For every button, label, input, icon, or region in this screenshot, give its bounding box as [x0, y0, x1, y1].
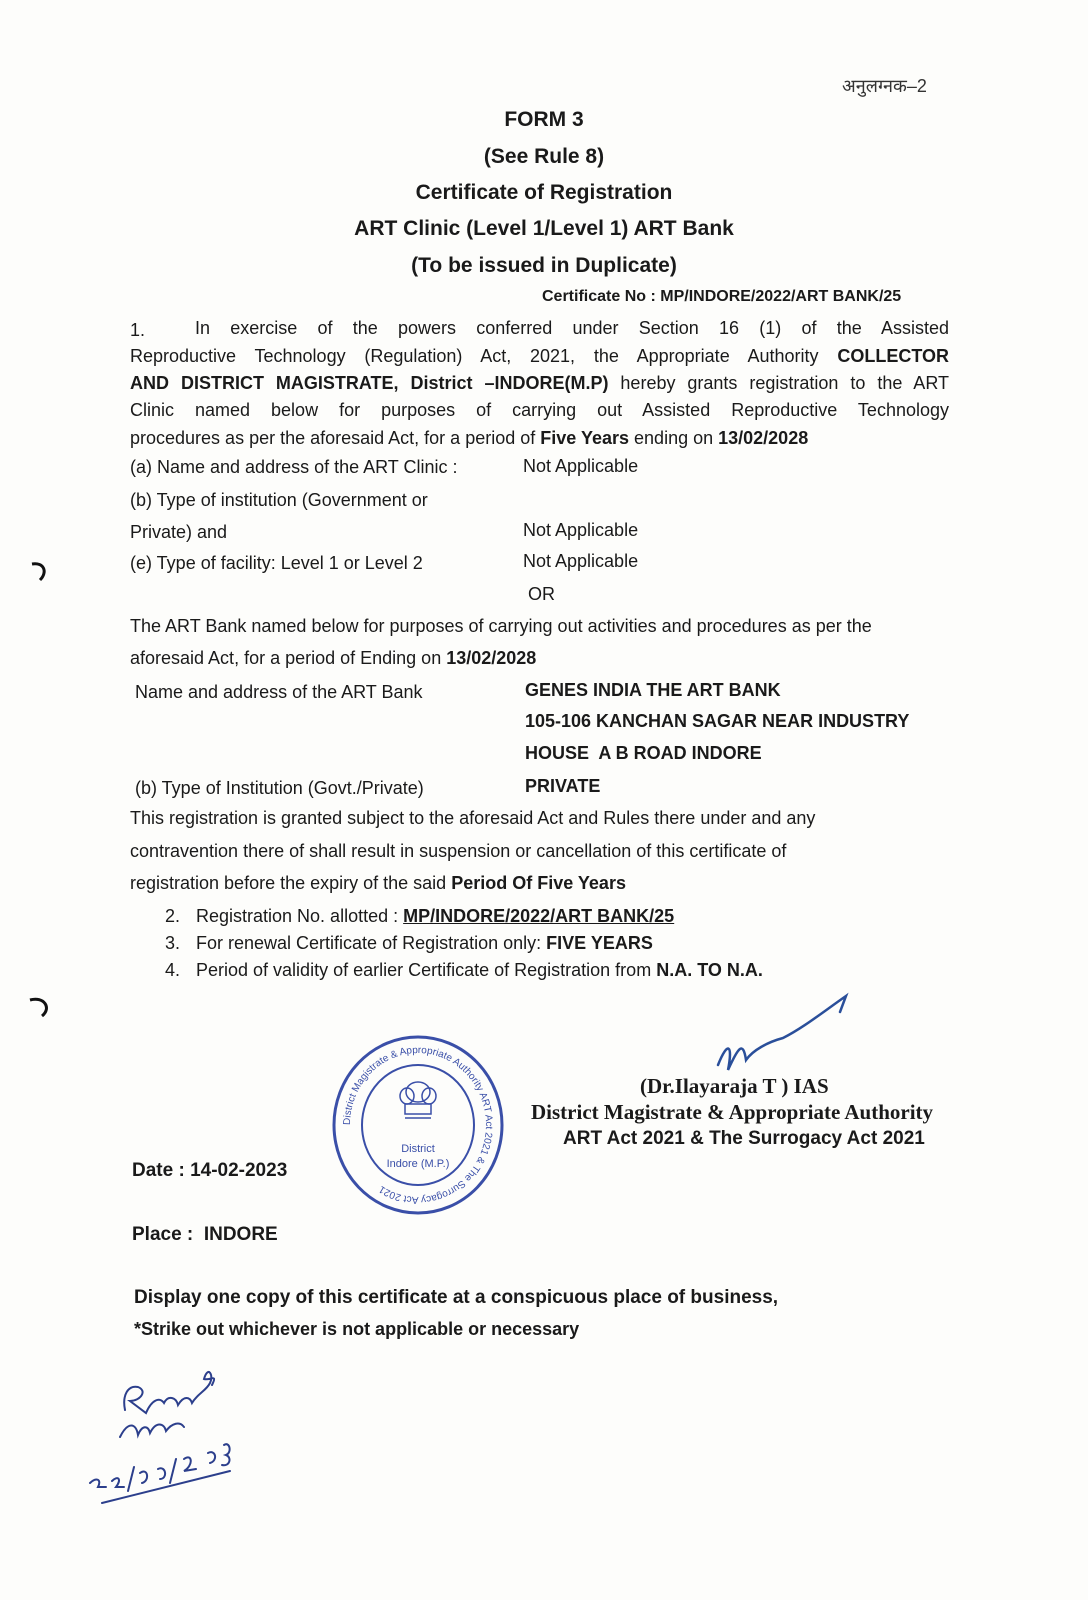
certificate-number-label: Certificate No :: [542, 288, 656, 305]
clinic-name-label: (a) Name and address of the ART Clinic :: [130, 457, 458, 477]
signatory-name: (Dr.Ilayaraja T ) IAS: [640, 1074, 829, 1098]
facility-type-value: Not Applicable: [523, 551, 639, 571]
clinic-type-label-2: Private) and: [130, 522, 228, 542]
scan-margin-mark: [0, 990, 60, 1030]
signatory-title: District Magistrate & Appropriate Authority: [531, 1100, 934, 1124]
item-renewal: 3. For renewal Certificate of Registration only: FIVE YEARS: [165, 933, 653, 953]
bank-name-line1: GENES INDIA THE ART BANK: [525, 680, 781, 700]
clinic-type-value: Not Applicable: [523, 520, 639, 540]
handwritten-receipt: [80, 1355, 300, 1505]
certificate-number: [542, 288, 901, 306]
official-seal: [331, 1034, 505, 1216]
scan-margin-mark: [0, 556, 60, 596]
para1-number: 1.: [130, 320, 146, 340]
signature-mark: [708, 990, 858, 1085]
clinic-type-label-1: (b) Type of institution (Government or: [130, 490, 428, 510]
para1-line3: AND DISTRICT MAGISTRATE, District –INDORE(M.P) hereby grants registration to the ART: [130, 373, 949, 393]
svg-text:Received: Received: [80, 1355, 85, 1356]
display-note: Display one copy of this certificate at a conspicuous place of business,: [134, 1287, 779, 1308]
emblem-icon: [400, 1082, 436, 1118]
seal-center-line2: Indore (M.P.): [386, 1158, 450, 1170]
bank-name-line3: HOUSE A B ROAD INDORE: [525, 743, 762, 763]
seal-ring-text: District Magistrate & Appropriate Authority ART Act 2021 & The Surrogacy Act 2021: [341, 1044, 495, 1206]
duplicate-note: (To be issued in Duplicate): [411, 254, 677, 277]
form-title: FORM 3: [504, 108, 584, 131]
certificate-subtitle: ART Clinic (Level 1/Level 1) ART Bank: [354, 217, 734, 240]
conditions-line1: This registration is granted subject to the aforesaid Act and Rules there under and any: [130, 808, 816, 828]
annex-label: अनुलग्नक–2: [842, 76, 927, 96]
certificate-number-value: MP/INDORE/2022/ART BANK/25: [660, 288, 902, 305]
issue-place: Place : INDORE: [132, 1224, 278, 1245]
issue-date: Date : 14-02-2023: [132, 1160, 288, 1181]
seal-center-line1: District: [401, 1143, 435, 1155]
or-separator: OR: [528, 584, 555, 604]
strike-note: *Strike out whichever is not applicable or necessary: [134, 1319, 580, 1339]
clinic-name-value: Not Applicable: [523, 456, 639, 476]
para1-line4: Clinic named below for purposes of carrying out Assisted Reproductive Technology: [130, 400, 949, 420]
institution-type-value: PRIVATE: [525, 776, 601, 796]
bank-intro-line1: The ART Bank named below for purposes of carrying out activities and procedures as per the: [130, 616, 872, 636]
para1-line1: In exercise of the powers conferred under Section 16 (1) of the Assisted: [195, 318, 949, 338]
facility-type-label: (e) Type of facility: Level 1 or Level 2: [130, 553, 423, 573]
bank-name-label: Name and address of the ART Bank: [135, 682, 423, 702]
signatory-acts: ART Act 2021 & The Surrogacy Act 2021: [563, 1128, 925, 1149]
bank-intro-line2: aforesaid Act, for a period of Ending on 13/02/2028: [130, 648, 537, 668]
conditions-line2: contravention there of shall result in suspension or cancellation of this certificate of: [130, 841, 787, 861]
item-validity: 4. Period of validity of earlier Certificate of Registration from N.A. TO N.A.: [165, 960, 763, 980]
certificate-title: Certificate of Registration: [415, 181, 673, 204]
para1-line5: procedures as per the aforesaid Act, for a period of Five Years ending on 13/02/2028: [130, 428, 809, 448]
para1-line2: Reproductive Technology (Regulation) Act, 2021, the Appropriate Authority COLLECTOR: [130, 346, 949, 366]
item-registration-no: 2. Registration No. allotted : MP/INDORE/2022/ART BANK/25: [165, 906, 675, 926]
bank-name-line2: 105-106 KANCHAN SAGAR NEAR INDUSTRY: [525, 711, 910, 731]
institution-type-label: (b) Type of Institution (Govt./Private): [135, 778, 424, 798]
conditions-line3: registration before the expiry of the said Period Of Five Years: [130, 873, 626, 893]
rule-reference: (See Rule 8): [483, 145, 605, 168]
